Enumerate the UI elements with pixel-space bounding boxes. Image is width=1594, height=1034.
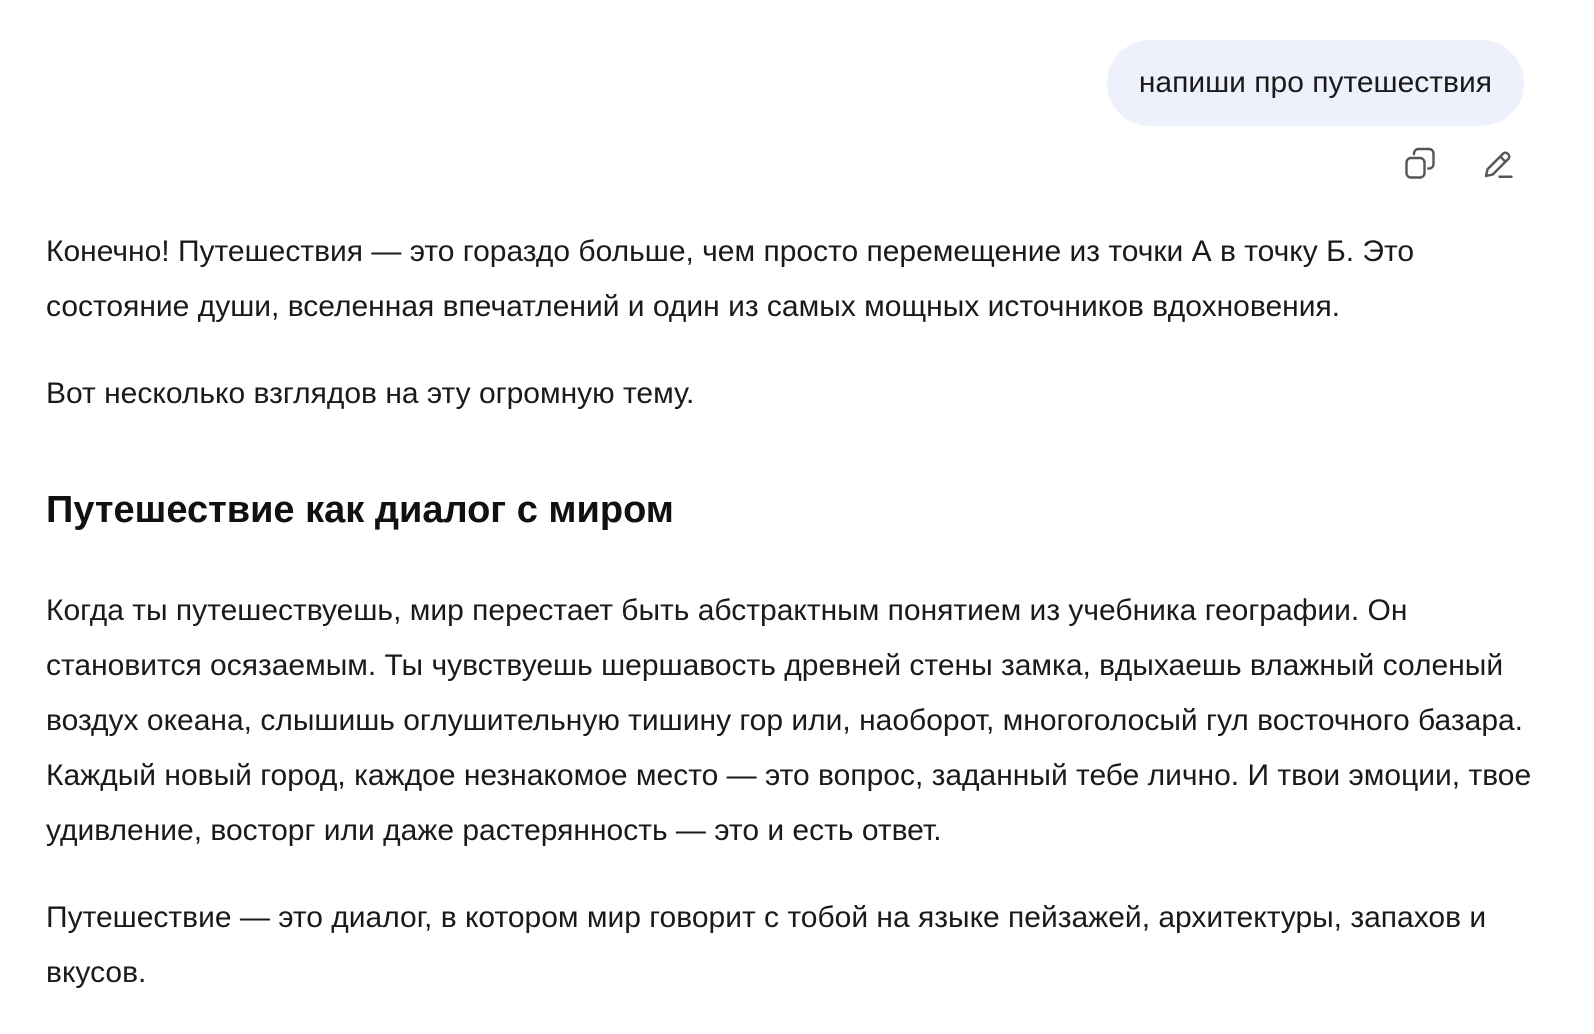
assistant-response <box>46 224 1546 1032</box>
response-intro-paragraph: Конечно! Путешествия — это гораздо больше, чем просто перемещение из точки А в точку Б. Это состояние души, вселенная впечатлений и один из самых мощных источников вдохновения. <box>46 235 1415 323</box>
copy-icon <box>1402 146 1438 182</box>
section-heading: Путешествие как диалог с миром <box>46 489 674 531</box>
response-intro-lead: Вот несколько взглядов на эту огромную тему. <box>46 377 695 410</box>
section-paragraph: Когда ты путешествуешь, мир перестает быть абстрактным понятием из учебника географии. Он становится осязаемым. Ты чувствуешь шершавость древней стены замка, вдыхаешь влажный соленый воздух океана, слышишь оглушительную тишину гор или, наоборот, многоголосый гул восточного базара. Каждый новый город, каждое незнакомое место — это вопрос, заданный тебе лично. И твои эмоции, твое удивление, восторг или даже растерянность — это и есть ответ. <box>46 594 1532 847</box>
copy-button[interactable] <box>1398 142 1442 186</box>
edit-icon <box>1480 146 1516 182</box>
user-message-bubble: напиши про путешествия <box>1107 40 1524 126</box>
user-message-row <box>1107 40 1524 126</box>
message-actions <box>1398 142 1520 186</box>
edit-button[interactable] <box>1476 142 1520 186</box>
section-paragraph-conclusion: Путешествие — это диалог, в котором мир говорит с тобой на языке пейзажей, архитектуры, запахов и вкусов. <box>46 901 1487 989</box>
